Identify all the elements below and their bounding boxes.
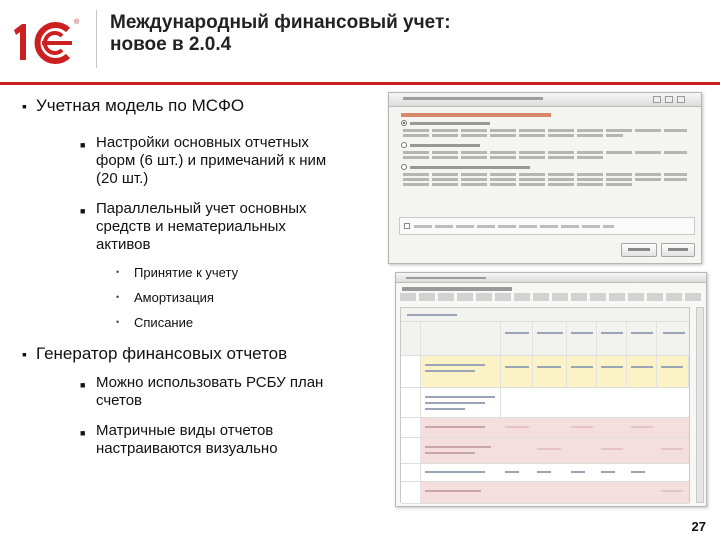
header-accent-line: [0, 82, 720, 85]
square-bullet-icon: ■: [80, 140, 86, 150]
svg-text:®: ®: [74, 19, 80, 26]
dialog-titlebar: [389, 93, 701, 107]
dialog-select-button: [621, 243, 657, 257]
section2-item2: Матричные виды отчетов настраиваются визуально: [96, 422, 278, 457]
square-bullet-icon: ▪: [22, 98, 27, 114]
subitem-accept: Принятие к учету: [134, 265, 239, 280]
title-line-1: Международный финансовый учет:: [110, 12, 451, 33]
section2-item1: Можно использовать РСБУ план счетов: [96, 374, 324, 409]
title-line-2: новое в 2.0.4: [110, 34, 232, 55]
minimize-icon: [653, 96, 661, 103]
table-row: [401, 322, 689, 356]
table-row: [401, 482, 689, 504]
page-title: [110, 12, 451, 56]
report-type-radio-1: [389, 119, 701, 127]
report-type-dialog-screenshot: [388, 92, 702, 264]
header-divider: [96, 10, 97, 68]
matrix-scrollbar: [696, 307, 704, 503]
report-type-radio-3: [389, 163, 701, 171]
table-row: [401, 308, 689, 322]
table-row: [401, 388, 689, 418]
small-bullet-icon: •: [116, 317, 120, 327]
small-bullet-icon: •: [116, 292, 120, 302]
section1-item2: Параллельный учет основных средств и нематериальных активов: [96, 200, 307, 253]
page-number: 27: [691, 519, 706, 534]
subitem-writeoff: Списание: [134, 315, 194, 330]
maximize-icon: [665, 96, 673, 103]
matrix-toolbar: [400, 293, 702, 301]
matrix-report-screenshot: [395, 272, 707, 507]
subitem-amortization: Амортизация: [134, 290, 214, 305]
section1-item1: Настройки основных отчетных форм (6 шт.) и примечаний к ним (20 шт.): [96, 134, 327, 187]
dialog-cancel-button: [661, 243, 695, 257]
dialog-option-box: [399, 217, 695, 235]
square-bullet-icon: ■: [80, 428, 86, 438]
dialog-heading: [401, 113, 551, 117]
small-bullet-icon: •: [116, 267, 120, 277]
table-row: [401, 418, 689, 438]
table-row: [401, 356, 689, 388]
section1-label: Учетная модель по МСФО: [36, 96, 245, 115]
close-icon: [677, 96, 685, 103]
table-row: [401, 464, 689, 482]
section2-label: Генератор финансовых отчетов: [36, 344, 288, 363]
square-bullet-icon: ■: [80, 206, 86, 216]
square-bullet-icon: ■: [80, 380, 86, 390]
square-bullet-icon: ▪: [22, 346, 27, 362]
table-row: [401, 438, 689, 464]
report-type-radio-2: [389, 141, 701, 149]
matrix-grid: [400, 307, 690, 503]
1c-logo-icon: [8, 10, 84, 66]
matrix-heading: [402, 287, 512, 291]
slide-header: [0, 0, 720, 80]
matrix-titlebar: [396, 273, 706, 283]
